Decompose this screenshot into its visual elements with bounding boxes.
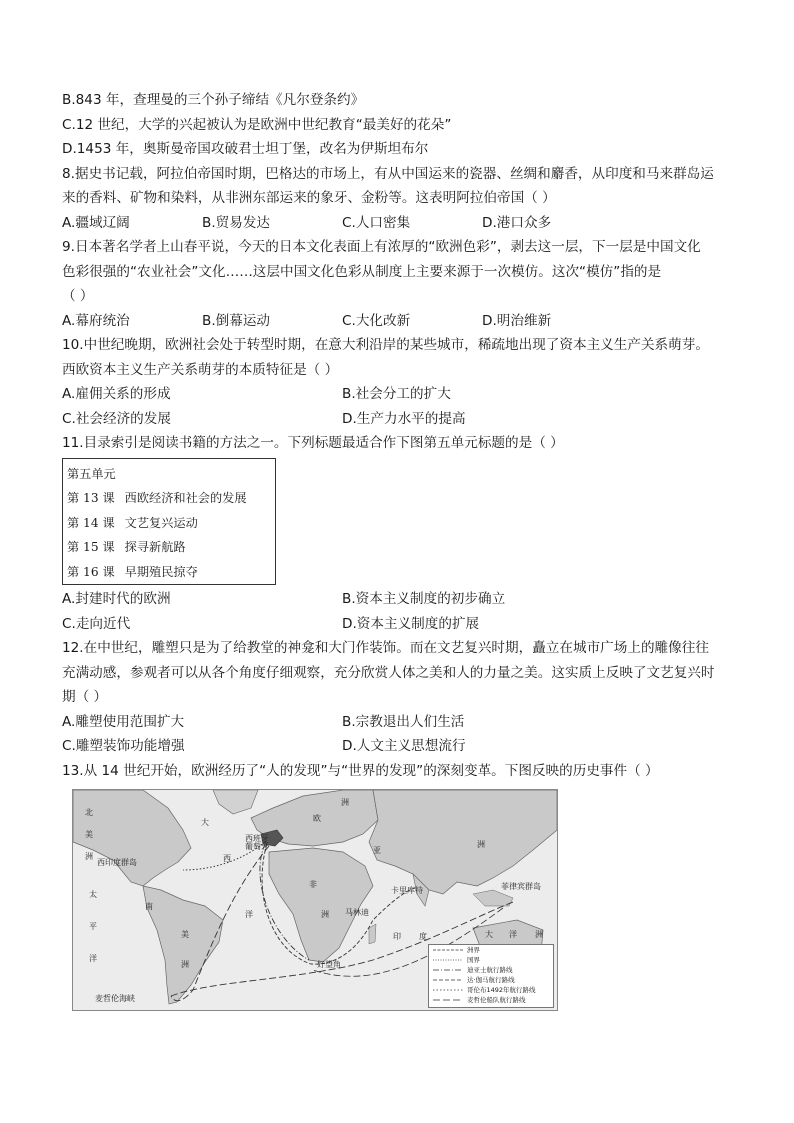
- q9-option-b[interactable]: B.倒幕运动: [202, 312, 271, 329]
- q8-option-d[interactable]: D.港口众多: [482, 214, 552, 231]
- q10-option-b[interactable]: B.社会分工的扩大: [342, 386, 451, 402]
- label-philippines: 菲律宾群岛: [501, 882, 541, 892]
- q9-options: [62, 309, 738, 334]
- label-south-america: 美: [181, 930, 189, 940]
- label-south-america-zhou: 洲: [181, 960, 189, 970]
- q9-stem-line3: （ ）: [62, 288, 94, 304]
- q8-option-b[interactable]: B.贸易发达: [202, 214, 271, 231]
- map-legend: [428, 944, 554, 1008]
- q10-option-c[interactable]: C.社会经济的发展: [62, 410, 171, 427]
- label-asia-zhou: 洲: [477, 840, 485, 850]
- table-of-contents-box: [62, 458, 276, 586]
- label-spain: 西班牙: [245, 834, 269, 844]
- exam-page: [62, 88, 738, 1011]
- q10-options-row2: [62, 407, 738, 432]
- q8-stem-line2: 来的香料、矿物和染料，从非洲东部运来的象牙、金粉等。这表明阿拉伯帝国（ ）: [62, 190, 556, 206]
- legend-columbus-route: 哥伦布1492年航行路线: [467, 986, 536, 995]
- label-pacific-yang: 洋: [89, 954, 97, 964]
- toc-lesson-number: 第 15 课: [67, 540, 115, 555]
- label-oceania-da: 大: [485, 930, 493, 940]
- label-oceania-zhou: 洲: [535, 930, 543, 940]
- label-calicut: 卡里库特: [391, 886, 423, 896]
- label-africa: 非: [309, 880, 317, 890]
- q10-options-row1: [62, 382, 738, 407]
- label-west-indies: 西印度群岛: [97, 858, 137, 868]
- q11-option-d[interactable]: D.资本主义制度的扩展: [342, 615, 480, 632]
- q10-stem-line1: 10.中世纪晚期，欧洲社会处于转型时期，在意大利沿岸的某些城市，稀疏地出现了资本主义生产关系萌芽。: [62, 337, 709, 353]
- q11-option-a[interactable]: A.封建时代的欧洲: [62, 591, 171, 608]
- q12-option-d[interactable]: D.人文主义思想流行: [342, 738, 466, 755]
- label-atlantic-yang: 洋: [245, 910, 253, 920]
- q8-options: [62, 211, 738, 236]
- label-indian-yin: 印: [393, 932, 401, 942]
- toc-lesson-title: 文艺复兴运动: [124, 515, 198, 530]
- q12-options-row2: [62, 734, 738, 759]
- q12-options-row1: [62, 710, 738, 735]
- q10-stem-line2: 西欧资本主义生产关系萌芽的本质特征是（ ）: [62, 361, 339, 378]
- q8-option-a[interactable]: A.疆域辽阔: [62, 214, 130, 231]
- q7-option-b: B.843 年，查理曼的三个孙子缔结《凡尔登条约》: [62, 92, 365, 108]
- q12-stem-line1: 12.在中世纪，雕塑只是为了给教堂的神龛和大门作装饰。而在文艺复兴时期，矗立在城市广场上的雕像往往: [62, 640, 709, 657]
- q8-option-c[interactable]: C.人口密集: [342, 214, 411, 231]
- label-africa-zhou: 洲: [321, 910, 329, 920]
- legend-continent-border: 洲界: [467, 946, 480, 955]
- q11-stem: 11.目录索引是阅读书籍的方法之一。下列标题最适合作下图第五单元标题的是（ ）: [62, 435, 564, 451]
- toc-lesson-title: 早期殖民掠夺: [124, 564, 198, 579]
- label-cape: 好望角: [317, 960, 341, 970]
- legend-magellan-route: 麦哲伦船队航行路线: [467, 996, 526, 1005]
- legend-dias-route: 迪亚士航行路线: [467, 966, 513, 975]
- label-asia: 亚: [373, 846, 381, 856]
- q12-option-b[interactable]: B.宗教退出人们生活: [342, 713, 465, 730]
- label-atlantic-xi: 西: [223, 854, 231, 864]
- q9-stem-line2: 色彩很强的“农业社会”文化……这层中国文化色彩从制度上主要来源于一次模仿。这次“模仿”指的是: [62, 263, 662, 280]
- q12-stem-line3: 期（ ）: [62, 689, 108, 706]
- q9-option-c[interactable]: C.大化改新: [342, 312, 411, 329]
- legend-national-border: 国界: [467, 956, 480, 965]
- q9-option-a[interactable]: A.幕府统治: [62, 312, 130, 329]
- label-north: 北: [85, 808, 93, 818]
- q12-stem-line2: 充满动感，参观者可以从各个角度仔细观察，充分欣赏人体之美和人的力量之美。这实质上反映了文艺复兴时: [62, 664, 715, 681]
- label-oceania-yang: 洋: [509, 930, 517, 940]
- world-map-voyages: [72, 789, 558, 1011]
- label-pacific-ping: 平: [89, 922, 97, 932]
- label-america: 美: [85, 830, 93, 840]
- toc-lesson-14: [67, 511, 275, 536]
- toc-unit-title: 第五单元: [67, 466, 116, 481]
- toc-lesson-title: 探寻新航路: [124, 540, 186, 555]
- q9-option-d[interactable]: D.明治维新: [482, 312, 552, 329]
- toc-lesson-number: 第 14 课: [67, 515, 115, 530]
- q12-option-a[interactable]: A.雕塑使用范围扩大: [62, 713, 185, 730]
- toc-lesson-15: [67, 535, 275, 560]
- q11-options-row2: [62, 612, 738, 637]
- label-portugal: 葡萄牙: [245, 842, 269, 852]
- q10-option-d[interactable]: D.生产力水平的提高: [342, 410, 466, 427]
- toc-lesson-number: 第 16 课: [67, 564, 115, 579]
- label-europe: 欧: [313, 814, 321, 824]
- q9-stem-line1: 9.日本著名学者上山春平说，今天的日本文化表面上有浓厚的“欧洲色彩”，剥去这一层，下一层是中国文化: [62, 239, 701, 255]
- label-magellan-strait: 麦哲伦海峡: [95, 994, 135, 1004]
- q11-options-row1: [62, 587, 738, 612]
- q12-option-c[interactable]: C.雕塑装饰功能增强: [62, 738, 185, 755]
- q7-option-c: C.12 世纪，大学的兴起被认为是欧洲中世纪教育“最美好的花朵”: [62, 116, 452, 133]
- label-atlantic-da: 大: [201, 818, 209, 828]
- q11-option-b[interactable]: B.资本主义制度的初步确立: [342, 591, 506, 608]
- q11-option-c[interactable]: C.走向近代: [62, 615, 131, 632]
- legend-dagama-route: 达·伽马航行路线: [467, 976, 515, 985]
- label-indian-du: 度: [419, 932, 427, 942]
- q8-stem-line1: 8.据史书记载，阿拉伯帝国时期，巴格达的市场上，有从中国运来的瓷器、丝绸和麝香，从印度和马来群岛运: [62, 165, 714, 182]
- label-europe-zhou: 洲: [341, 798, 349, 808]
- toc-lesson-13: [67, 486, 275, 511]
- q7-option-d: D.1453 年，奥斯曼帝国攻破君士坦丁堡，改名为伊斯坦布尔: [62, 141, 429, 157]
- label-south: 南: [145, 902, 153, 912]
- toc-lesson-number: 第 13 课: [67, 491, 115, 506]
- label-malindi: 马林迪: [345, 908, 369, 918]
- toc-lesson-title: 西欧经济和社会的发展: [124, 491, 247, 506]
- label-north-america-zhou: 洲: [85, 852, 93, 862]
- label-pacific-tai: 太: [89, 890, 97, 900]
- q13-stem: 13.从 14 世纪开始，欧洲经历了“人的发现”与“世界的发现”的深刻变革。下图反映的历史事件（ ）: [62, 762, 659, 779]
- toc-lesson-16: [67, 560, 275, 585]
- q10-option-a[interactable]: A.雇佣关系的形成: [62, 386, 171, 402]
